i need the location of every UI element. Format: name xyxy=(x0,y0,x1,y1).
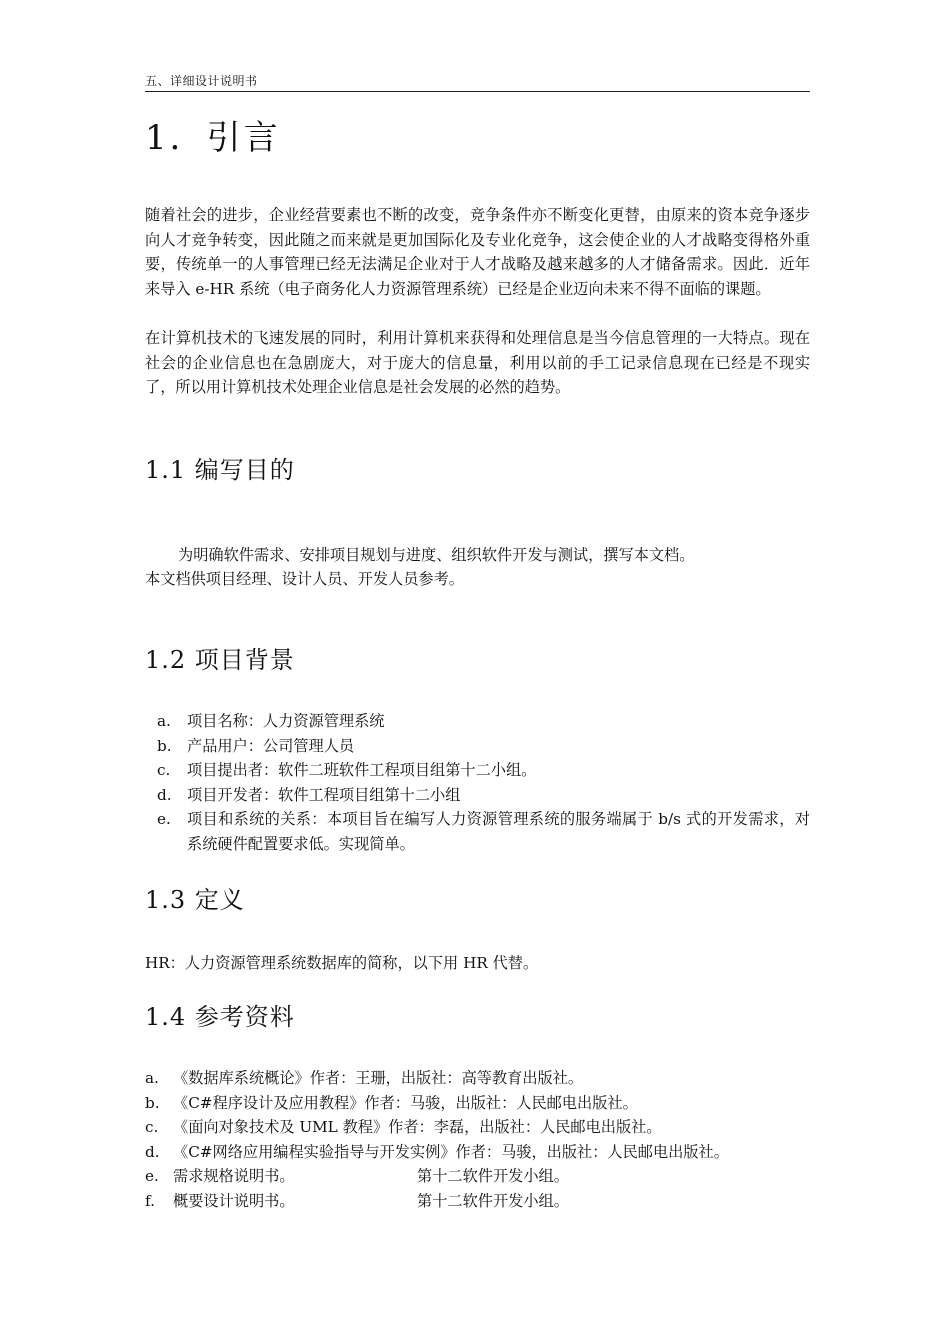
purpose-line-1: 为明确软件需求、安排项目规划与进度、组织软件开发与测试，撰写本文档。 xyxy=(178,546,695,564)
list-item xyxy=(145,1164,810,1189)
definition-text: HR：人力资源管理系统数据库的简称，以下用 HR 代替。 xyxy=(145,954,539,972)
list-marker: e. xyxy=(145,1167,159,1185)
list-marker: e. xyxy=(157,810,171,828)
list-item xyxy=(145,709,810,734)
section-heading-1-2: 1.2 项目背景 xyxy=(145,646,295,674)
section-heading-1-4: 1.4 参考资料 xyxy=(145,1003,295,1031)
background-list xyxy=(145,709,810,856)
list-item xyxy=(145,1091,810,1116)
list-item-text: 《数据库系统概论》作者：王珊，出版社：高等教育出版社。 xyxy=(173,1069,584,1087)
list-item-text: 《C#网络应用编程实验指导与开发实例》作者：马骏，出版社：人民邮电出版社。 xyxy=(173,1142,729,1161)
list-marker: b. xyxy=(157,736,172,755)
list-item-text: 产品用户：公司管理人员 xyxy=(187,736,355,755)
list-marker: c. xyxy=(145,1118,159,1136)
list-marker: a. xyxy=(157,712,171,730)
intro-paragraph-1: 随着社会的进步，企业经营要素也不断的改变，竞争条件亦不断变化更替，由原来的资本竞争逐步向人才竞争转变，因此随之而来就是更加国际化及专业化竞争，这会使企业的人才战略变得格外重要，传统单一的人事管理已经无法满足企业对于人才战略及越来越多的人才储备需求。因此．近年来导入 e-HR 系统（电子商务化人力资源管理系统）已经是企业迈向未来不得不面临的课题。 xyxy=(145,206,810,298)
list-item-text: 《面向对象技术及 UML 教程》作者：李磊，出版社：人民邮电出版社。 xyxy=(173,1118,662,1136)
list-item-author: 第十二软件开发小组。 xyxy=(417,1191,569,1210)
intro-paragraph-2: 在计算机技术的飞速发展的同时，利用计算机来获得和处理信息是当今信息管理的一大特点。现在社会的企业信息也在急剧庞大，对于庞大的信息量，利用以前的手工记录信息现在已经是不现实了，所以用计算机技术处理企业信息是社会发展的必然的趋势。 xyxy=(145,329,810,396)
list-item xyxy=(145,758,810,783)
list-item-text: 概要设计说明书。 xyxy=(173,1191,295,1210)
list-marker: f. xyxy=(145,1191,155,1210)
list-marker: d. xyxy=(157,785,172,804)
list-marker: d. xyxy=(145,1142,160,1161)
list-marker: a. xyxy=(145,1069,159,1087)
list-item-author: 第十二软件开发小组。 xyxy=(417,1167,569,1185)
section-heading-1-3: 1.3 定义 xyxy=(145,886,245,914)
list-item xyxy=(145,1066,810,1091)
list-item-text: 项目提出者：软件二班软件工程项目组第十二小组。 xyxy=(187,761,537,779)
section-heading-1-1: 1.1 编写目的 xyxy=(145,456,295,484)
list-marker: c. xyxy=(157,761,171,779)
list-item-text: 项目开发者：软件工程项目组第十二小组 xyxy=(187,785,461,804)
list-item xyxy=(145,783,810,808)
list-item xyxy=(145,734,810,759)
references-list xyxy=(145,1066,810,1213)
chapter-title: 1．引言 xyxy=(145,118,281,158)
list-item xyxy=(145,1189,810,1214)
purpose-line-2: 本文档供项目经理、设计人员、开发人员参考。 xyxy=(145,570,464,588)
list-item-text: 《C#程序设计及应用教程》作者：马骏，出版社：人民邮电出版社。 xyxy=(173,1093,638,1112)
list-item-text: 项目名称：人力资源管理系统 xyxy=(187,712,385,730)
running-header: 五、详细设计说明书 xyxy=(145,72,810,92)
list-item xyxy=(145,807,810,856)
list-item-text: 项目和系统的关系：本项目旨在编写人力资源管理系统的服务端属于 b/s 式的开发需求，对系统硬件配置要求低。实现简单。 xyxy=(187,810,810,853)
list-item xyxy=(145,1140,810,1165)
list-item xyxy=(145,1115,810,1140)
list-marker: b. xyxy=(145,1093,160,1112)
list-item-text: 需求规格说明书。 xyxy=(173,1167,295,1185)
